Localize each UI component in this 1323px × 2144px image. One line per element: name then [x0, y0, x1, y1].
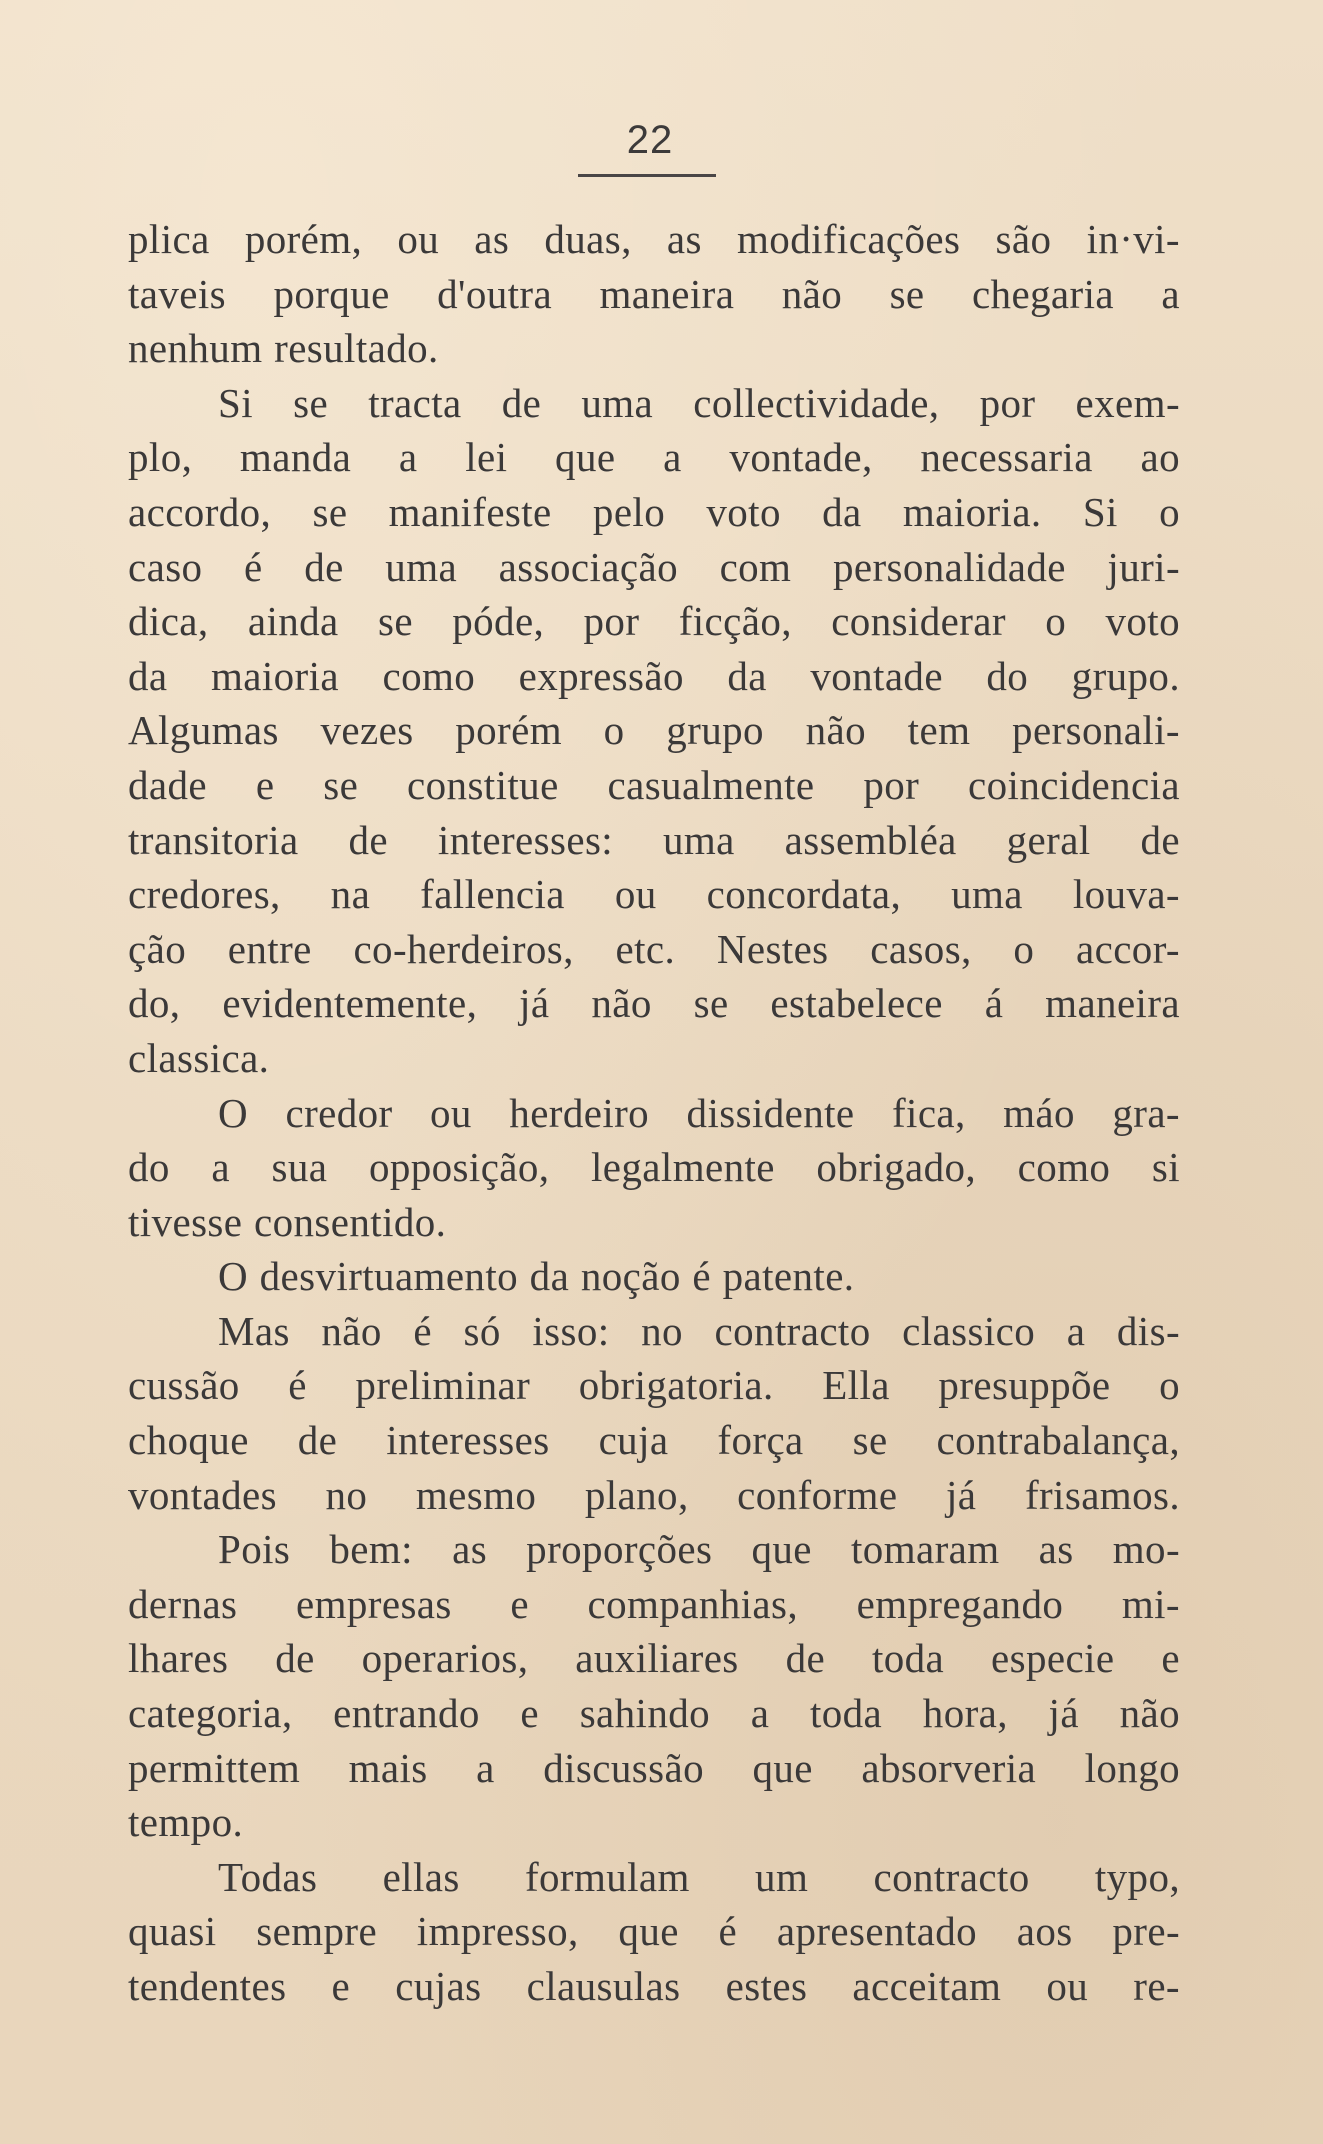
text-line: do a sua opposição, legalmente obrigado, como si: [128, 1144, 1180, 1191]
text-line: plo, manda a lei que a vontade, necessaria ao: [128, 434, 1180, 481]
text-line: O desvirtuamento da noção é patente.: [218, 1253, 855, 1300]
page-number: 22: [626, 118, 674, 162]
text-line: lhares de operarios, auxiliares de toda especie e: [128, 1635, 1180, 1682]
text-line: quasi sempre impresso, que é apresentado aos pre-: [128, 1908, 1180, 1955]
text-line: do, evidentemente, já não se estabelece á maneira: [128, 980, 1180, 1027]
text-line: dernas empresas e companhias, empregando mi-: [128, 1580, 1180, 1627]
text-line: classica.: [128, 1034, 270, 1081]
page-number-rule: [578, 174, 716, 177]
text-line: Pois bem: as proporções que tomaram as mo-: [218, 1526, 1180, 1573]
text-line: tempo.: [128, 1799, 244, 1846]
text-line: ção entre co-herdeiros, etc. Nestes casos, o accor-: [128, 925, 1180, 972]
text-line: O credor ou herdeiro dissidente fica, máo gra-: [218, 1089, 1180, 1136]
text-line: dade e se constitue casualmente por coincidencia: [128, 761, 1180, 808]
text-line: credores, na fallencia ou concordata, uma louva-: [128, 871, 1180, 918]
text-line: transitoria de interesses: uma assembléa geral de: [128, 816, 1180, 863]
text-line: cussão é preliminar obrigatoria. Ella presuppõe o: [128, 1362, 1180, 1409]
text-line: nenhum resultado.: [128, 325, 439, 372]
text-line: Si se tracta de uma collectividade, por exem-: [218, 379, 1180, 426]
text-line: plica porém, ou as duas, as modificações são in·vi-: [128, 216, 1180, 262]
text-line: Mas não é só isso: no contracto classico a dis-: [218, 1307, 1180, 1354]
text-line: vontades no mesmo plano, conforme já frisamos.: [128, 1471, 1180, 1518]
text-line: permittem mais a discussão que absorveria longo: [128, 1744, 1180, 1791]
text-line: caso é de uma associação com personalidade juri-: [128, 543, 1180, 590]
text-line: tivesse consentido.: [128, 1198, 447, 1245]
text-line: dica, ainda se póde, por ficção, considerar o voto: [128, 598, 1180, 645]
text-line: Todas ellas formulam um contracto typo,: [218, 1853, 1180, 1900]
text-line: Algumas vezes porém o grupo não tem personali-: [128, 707, 1180, 754]
text-line: choque de interesses cuja força se contrabalança,: [128, 1417, 1180, 1464]
text-line: tendentes e cujas clausulas estes acceitam ou re-: [128, 1963, 1180, 2009]
text-line: taveis porque d'outra maneira não se chegaria a: [128, 270, 1180, 317]
text-line: da maioria como expressão da vontade do grupo.: [128, 652, 1180, 699]
text-line: accordo, se manifeste pelo voto da maioria. Si o: [128, 488, 1180, 535]
text-line: categoria, entrando e sahindo a toda hora, já não: [128, 1690, 1180, 1737]
body-text: [128, 212, 1180, 2014]
